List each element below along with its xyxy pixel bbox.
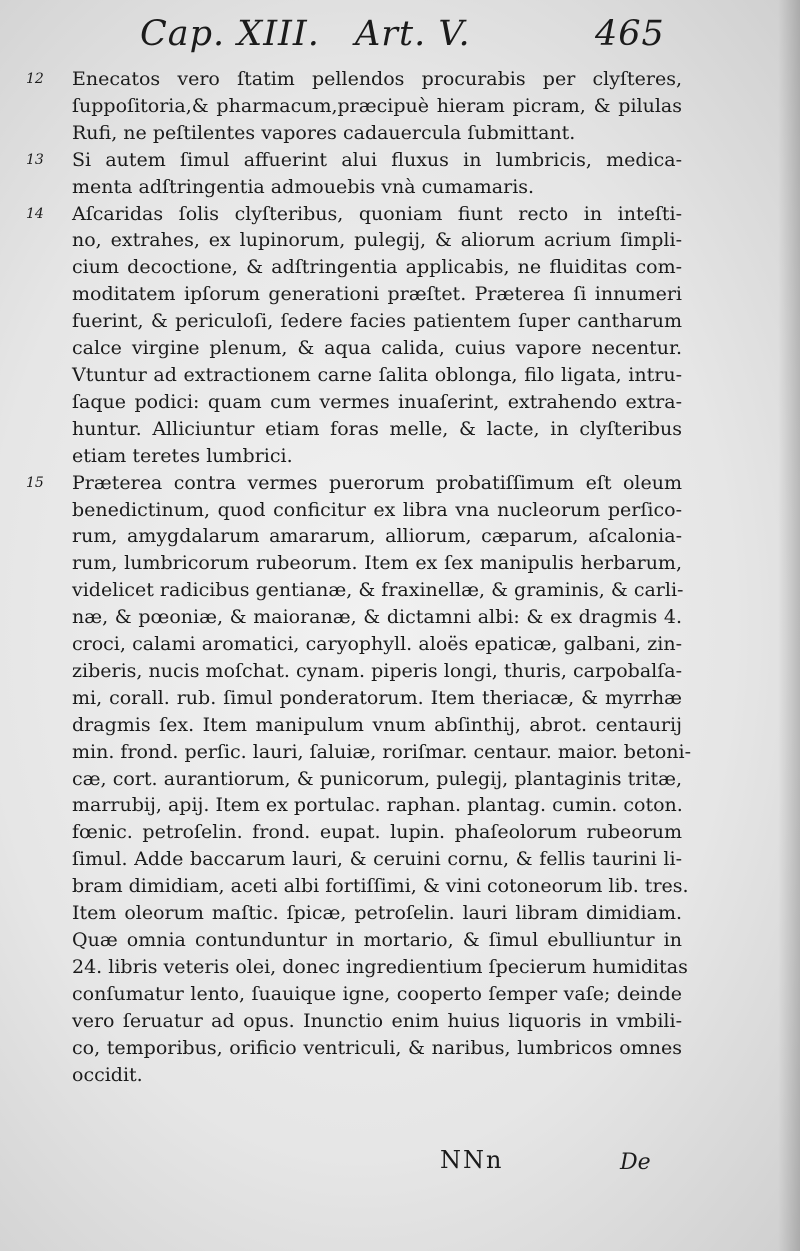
text-line: Vtuntur ad extractionem carne ſalita oblonga, filo ligata, intru- xyxy=(72,363,682,386)
paragraph xyxy=(26,470,692,1089)
text-line: croci, calami aromatici, caryophyll. aloës epaticæ, galbani, zin- xyxy=(72,633,682,656)
text-line: cæ, cort. aurantiorum, & punicorum, pulegij, plantaginis tritæ, xyxy=(72,767,682,790)
text-line: rum, amygdalarum amararum, alliorum, cæparum, aſcalonia- xyxy=(72,525,682,548)
page-edge-shadow xyxy=(778,0,800,1251)
text-line: co, temporibus, orificio ventriculi, & naribus, lumbricos omnes xyxy=(72,1036,682,1059)
running-header xyxy=(140,14,665,70)
text-line: Si autem ſimul affuerint alui fluxus in lumbricis, medica- xyxy=(72,148,682,171)
text-line: conſumatur lento, ſuauique igne, cooperto ſemper vaſe; deinde xyxy=(72,982,682,1005)
text-line: huntur. Alliciuntur etiam foras melle, & lacte, in clyſteribus xyxy=(72,417,682,440)
text-line: Enecatos vero ſtatim pellendos procurabis per clyſteres, xyxy=(72,68,682,90)
text-line: moditatem ipſorum generationi præſtet. Præterea ſi innumeri xyxy=(72,283,682,306)
paragraph-number: 15 xyxy=(26,474,44,491)
text-line: etiam teretes lumbrici. xyxy=(72,444,293,467)
text-line: Item oleorum maſtic. ſpicæ, petroſelin. lauri libram dimidiam. xyxy=(72,902,682,925)
text-line: calce virgine plenum, & aqua calida, cuius vapore necentur. xyxy=(72,337,682,360)
text-line: ſimul. Adde baccarum lauri, & ceruini cornu, & fellis taurini li- xyxy=(72,848,682,871)
text-line: ſuppoſitoria,& pharmacum,præcipuè hieram picram, & pilulas xyxy=(72,94,682,117)
text-line: ziberis, nucis moſchat. cynam. piperis longi, thuris, carpobalſa- xyxy=(72,659,682,682)
text-line: fœnic. petroſelin. frond. eupat. lupin. phaſeolorum rubeorum xyxy=(72,821,682,844)
text-line: Aſcaridas ſolis clyſteribus, quoniam fiunt recto in inteſti- xyxy=(72,202,682,225)
page-number: 465 xyxy=(595,14,665,54)
text-line: 24. libris veteris olei, donec ingredientium ſpecierum humiditas xyxy=(72,955,688,978)
text-line: vero ſeruatur ad opus. Inunctio enim huius liquoris in vmbili- xyxy=(72,1009,682,1032)
chapter-heading: Cap. XIII. xyxy=(140,14,320,54)
text-line: no, extrahes, ex lupinorum, pulegij, & aliorum acrium ſimpli- xyxy=(72,229,682,252)
paragraph xyxy=(26,66,682,147)
text-line: ſaque podici: quam cum vermes inuaſerint, extrahendo extra- xyxy=(72,390,682,413)
article-heading: Art. V. xyxy=(355,14,471,54)
paragraph xyxy=(26,201,682,470)
text-line: Præterea contra vermes puerorum probatiſſimum eſt oleum xyxy=(72,471,682,494)
text-line: marrubij, apij. Item ex portulac. raphan. plantag. cumin. coton. xyxy=(72,794,683,817)
text-line: menta adſtringentia admouebis vnà cumamaris. xyxy=(72,175,535,198)
text-line: bram dimidiam, aceti albi fortiſſimi, & vini cotoneorum lib. tres. xyxy=(72,875,689,898)
text-line: fuerint, & periculoſi, ſedere facies patientem ſuper cantharum xyxy=(72,310,682,333)
text-line: Quæ omnia contunduntur in mortario, & ſimul ebulliuntur in xyxy=(72,929,682,951)
text-line: min. frond. perſic. lauri, ſaluiæ, roriſmar. centaur. maior. betoni- xyxy=(72,740,692,763)
paragraph xyxy=(26,147,682,201)
text-line: occidit. xyxy=(72,1063,143,1086)
text-line: mi, corall. rub. ſimul ponderatorum. Item theriacæ, & myrrhæ xyxy=(72,686,682,709)
text-line: cium decoctione, & adſtringentia applicabis, ne fluiditas com- xyxy=(72,256,682,279)
page-footer xyxy=(0,1146,800,1186)
text-line: næ, & pœoniæ, & maioranæ, & dictamni albi: & ex dragmis 4. xyxy=(72,606,682,629)
text-line: dragmis ſex. Item manipulum vnum abſinthij, abrot. centaurij xyxy=(72,713,682,736)
catchword: De xyxy=(620,1150,651,1175)
text-line: videlicet radicibus gentianæ, & fraxinellæ, & graminis, & carli- xyxy=(72,579,684,602)
paragraph-number: 14 xyxy=(26,205,44,222)
text-line: rum, lumbricorum rubeorum. Item ex ſex manipulis herbarum, xyxy=(72,552,682,575)
text-line: benedictinum, quod conficitur ex libra vna nucleorum perſico- xyxy=(72,498,682,521)
paragraph-number: 13 xyxy=(26,151,44,168)
signature-mark: NNn xyxy=(440,1146,504,1174)
paragraph-number: 12 xyxy=(26,71,44,87)
body-text xyxy=(26,66,692,1088)
text-line: Rufi, ne peſtilentes vapores cadauercula ſubmittant. xyxy=(72,121,576,144)
